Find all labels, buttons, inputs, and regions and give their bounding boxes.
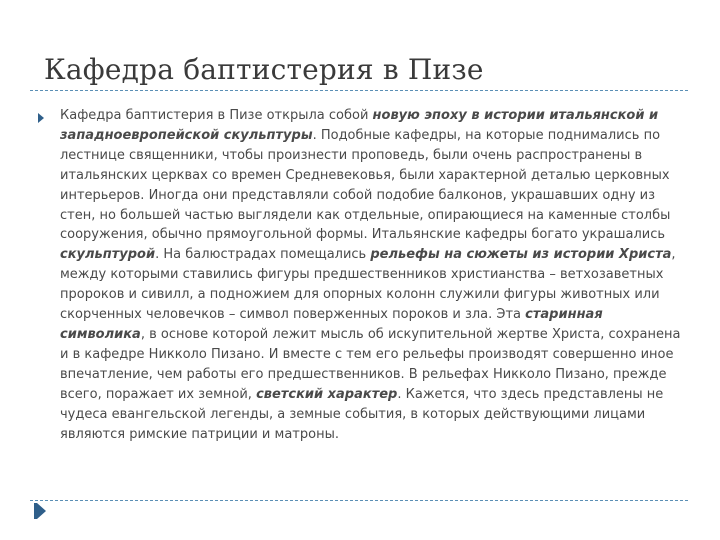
- emphasized-text: светский характер: [256, 386, 398, 402]
- emphasized-text: новую эпоху в истории итальянской и западноевропейской скульптуры: [60, 108, 659, 143]
- slide-marker-arrow: [37, 503, 46, 519]
- paragraph-text: , между которыми ставились фигуры предшественников христианства – ветхозаветных пророков и сивилл, а подножием для опорных колонн служили фигуры животных или скорченных человечков – символ поверженных пороков и зла. Эта: [60, 247, 676, 323]
- paragraph-text: Кафедра баптистерия в Пизе открыла собой: [60, 108, 373, 123]
- emphasized-text: старинная символика: [60, 307, 603, 342]
- paragraph-text: , в основе которой лежит мысль об искупительной жертве Христа, сохранена и в кафедре Никколо Пизано. И вместе с тем его рельефы производят совершенно иное впечатление, чем работы его предшественников. В рельефах Никколо Пизано, прежде всего, поражает их земной,: [60, 326, 681, 402]
- paragraph-text: . На балюстрадах помещались: [155, 247, 371, 263]
- slide-title: Кафедра баптистерия в Пизе: [44, 53, 484, 86]
- footer-divider: [30, 500, 688, 501]
- triangle-right-icon: [38, 113, 44, 123]
- emphasized-text: скульптурой: [60, 247, 156, 263]
- title-divider: [30, 90, 688, 91]
- paragraph-text: . Подобные кафедры, на которые поднимались по лестнице священники, чтобы произнести проповедь, были очень распространены в итальянских церквах со времен Средневековья, были характерной деталью церковных интерьеров. Иногда они представляли собой подобие балконов, украшавших одну из стен, но большей частью выглядели как отдельные, опирающиеся на каменные столбы сооружения, обычно прямоугольной формы. Итальянские кафедры богато украшались: [60, 127, 671, 243]
- emphasized-text: рельефы на сюжеты из истории Христа: [370, 247, 672, 263]
- body-paragraph: [60, 106, 688, 444]
- paragraph-text: . Кажется, что здесь представлены не чудеса евангельской легенды, а земные события, в которых действующими лицами являются римские патриции и матроны.: [60, 386, 664, 442]
